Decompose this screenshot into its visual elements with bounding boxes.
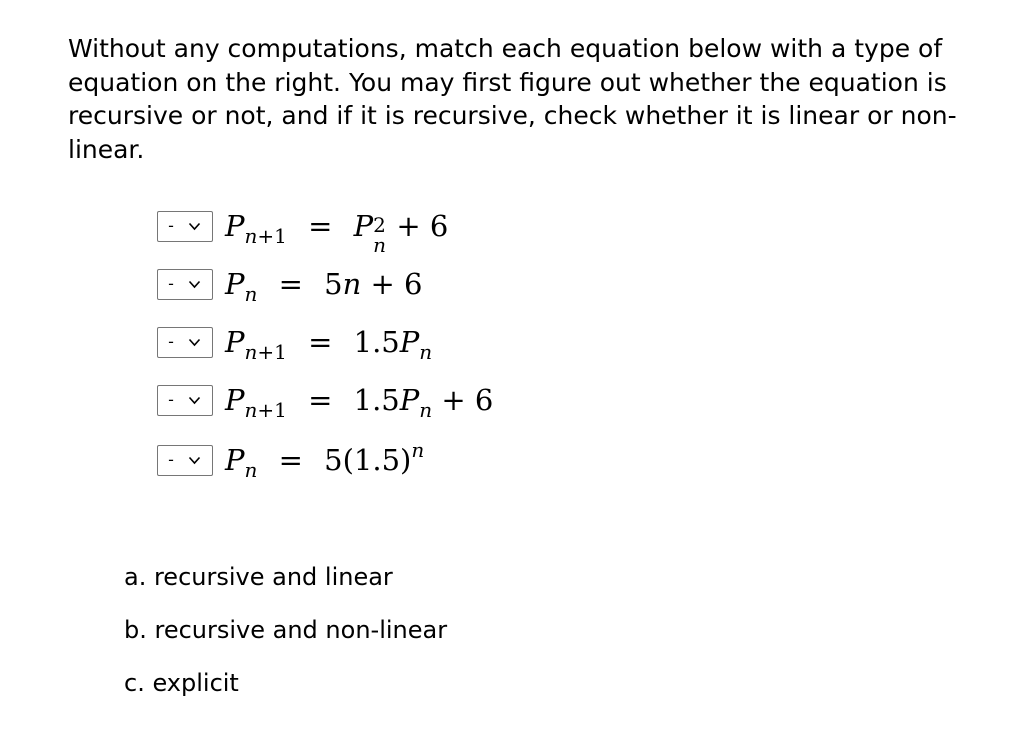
equals-sign: = — [278, 267, 303, 301]
equation-term: +1 — [257, 340, 287, 364]
equation — [225, 380, 493, 420]
match-dropdown[interactable] — [157, 445, 213, 476]
equation-subscript: n — [373, 233, 387, 257]
equation-term: P — [399, 325, 420, 359]
equation-term: P — [225, 325, 245, 359]
dropdown-value: - — [168, 390, 174, 409]
equals-sign: = — [308, 209, 333, 243]
question-text: Without any computations, match each equation below with a type of equation on the right. You may first figure out whether the equation is recursive or not, and if it is recursive, check whether it is linear or non-linear. — [68, 34, 957, 164]
equation-term: n — [244, 398, 258, 422]
equation-superscript: n — [411, 438, 425, 462]
equation — [225, 322, 432, 362]
dropdown-value: - — [168, 332, 174, 351]
answer-option-c: c. explicit — [124, 669, 239, 697]
equation-superscript: 2 — [373, 213, 386, 237]
equation-term: P — [225, 209, 245, 243]
equation-term: 5 — [324, 267, 343, 301]
equation-subscript: n — [244, 282, 258, 306]
equation-term: P — [225, 383, 245, 417]
equation-term: P — [225, 267, 245, 301]
chevron-down-icon — [184, 393, 204, 407]
equation-term: + 6 — [370, 267, 423, 301]
answer-option-b: b. recursive and non-linear — [124, 616, 448, 644]
equation-subscript: n — [244, 458, 258, 482]
match-dropdown[interactable] — [157, 385, 213, 416]
equation-term: P — [399, 383, 420, 417]
equation-row — [157, 322, 432, 362]
equation — [225, 206, 449, 257]
equation-term: 1.5 — [353, 383, 400, 417]
equation-subscript — [245, 342, 287, 362]
dropdown-value: - — [168, 450, 174, 469]
equation-row — [157, 206, 449, 257]
equation-term: + 6 — [441, 383, 494, 417]
chevron-down-icon — [184, 277, 204, 291]
dropdown-value: - — [168, 216, 174, 235]
equals-sign: = — [308, 383, 333, 417]
match-dropdown[interactable] — [157, 269, 213, 300]
equals-sign: = — [278, 443, 303, 477]
equation-subscript — [245, 226, 287, 246]
equation — [225, 264, 422, 304]
equation-subscript: n — [419, 398, 433, 422]
equation — [225, 440, 424, 480]
chevron-down-icon — [184, 453, 204, 467]
equals-sign: = — [308, 325, 333, 359]
equation-term: 5(1.5) — [324, 443, 412, 477]
chevron-down-icon — [184, 335, 204, 349]
equation-row — [157, 440, 424, 480]
chevron-down-icon — [184, 219, 204, 233]
match-dropdown[interactable] — [157, 211, 213, 242]
equation-subscript: n — [419, 340, 433, 364]
equation-term: + 6 — [396, 209, 449, 243]
equation-row — [157, 264, 422, 304]
answer-option-a: a. recursive and linear — [124, 563, 393, 591]
equation-term: n — [342, 267, 362, 301]
equation-term: P — [353, 209, 374, 243]
match-dropdown[interactable] — [157, 327, 213, 358]
equation-term: n — [244, 340, 258, 364]
equation-term: +1 — [257, 398, 287, 422]
equation-row — [157, 380, 493, 420]
equation-term: n — [244, 224, 258, 248]
equation-supsub — [373, 213, 387, 257]
equation-term: +1 — [257, 224, 287, 248]
equation-term: P — [225, 443, 245, 477]
equation-term: 1.5 — [353, 325, 400, 359]
dropdown-value: - — [168, 274, 174, 293]
equation-subscript — [245, 400, 287, 420]
